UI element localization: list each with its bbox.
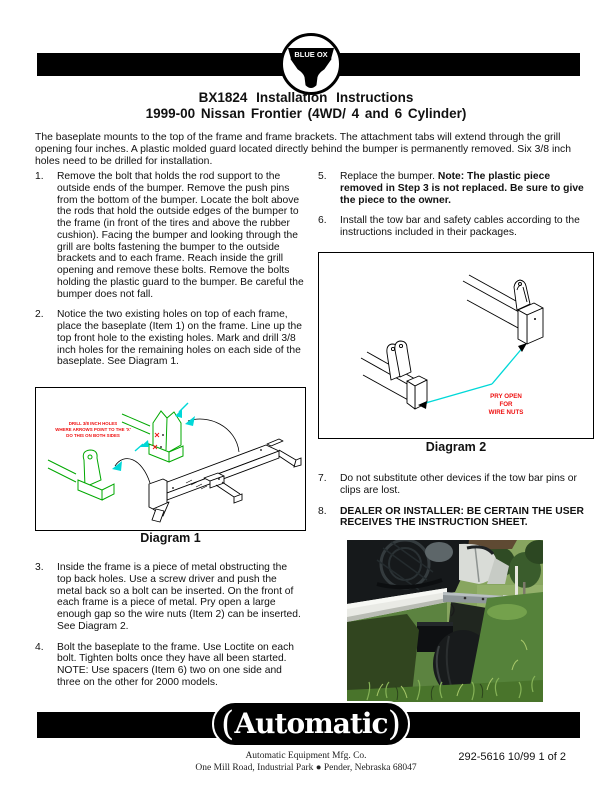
step-4-number: 4. [35, 641, 44, 653]
title-line1: BX1824 Installation Instructions [198, 90, 414, 105]
step-4-body: Bolt the baseplate to the frame. Use Loctite on each bolt. Tighten bolts once they have all been started. NOTE: Use spacers (Item 6) two on one side and three on the other for 2000 models. [57, 641, 294, 688]
step-4-text [57, 642, 304, 689]
step-6-body: Install the tow bar and safety cables according to the instructions included in their packages. [340, 215, 580, 238]
diagram-2-note-line2: FOR [499, 401, 513, 408]
company-name: Automatic Equipment Mfg. Co. [245, 751, 367, 761]
steps-3-4 [35, 562, 304, 698]
diagram-2-drawing [319, 253, 591, 436]
steps-1-2 [35, 171, 304, 377]
steps-7-8 [318, 473, 587, 538]
step-5-bold: Note: The plastic piece removed in Step 3 is not replaced. Be sure to give the piece to the owner. [340, 171, 584, 206]
diagram-2-note-line1: PRY OPEN [490, 393, 522, 400]
step-1-number: 1. [35, 171, 44, 182]
step-8-number: 8. [318, 505, 327, 517]
automatic-logo [212, 701, 410, 747]
step-7-number: 7. [318, 473, 327, 484]
blue-ox-logo-icon [280, 33, 342, 95]
photo-illustration [347, 540, 543, 702]
step-2 [35, 309, 304, 368]
steps-5-6 [318, 171, 587, 248]
diagram-1-figure [35, 387, 306, 531]
diagram-2-note-line3: WIRE NUTS [488, 409, 524, 416]
company-street: One Mill Road, Industrial Park ● Pender, Nebraska 68047 [195, 762, 417, 773]
step-1-body: Remove the bolt that holds the rod support to the outside ends of the bumper. Remove the push pins from the bottom of the bumper. Locate the bolt above the rods that hold the outside edges of the bumper to the frame (in front of the tires and above the rubber cushion). Facing the bumper and looking through the grill are bolts fastening the bumper to the outside brackets and to each frame. Reach inside the grill opening and remove these bolts. Remove the bolts holding the plastic guard to the bumper. Be careful the bumper does not fall. [57, 171, 304, 300]
document-number: 292-5616 10/99 1 of 2 [458, 751, 566, 763]
step-6-text [340, 215, 587, 239]
step-7-text [340, 473, 587, 497]
step-8-bold: DEALER OR INSTALLER: BE CERTAIN THE USER RECEIVES THE INSTRUCTION SHEET. [340, 505, 584, 529]
step-5-number: 5. [318, 171, 327, 182]
automatic-logo-text: Automatic [234, 707, 388, 740]
step-1 [35, 171, 304, 300]
title-line2: 1999-00 Nissan Frontier (4WD/ 4 and 6 Cylinder) [145, 106, 467, 121]
step-7 [318, 473, 587, 497]
step-1-text [57, 171, 304, 300]
diagram-1-note-line2: WHERE ARROWS POINT TO THE 'X' [55, 427, 131, 432]
blue-ox-brand-text: BLUE OX [294, 50, 328, 59]
step-3-body: Inside the frame is a piece of metal obstructing the top back holes. Use a screw driver and push the metal back so a bolt can be inserted. On the front of each frame is a piece of metal. Pry open a large enough gap so the wire nuts (Item 2) can be inserted. See Diagram 2. [57, 562, 301, 632]
step-5 [318, 171, 587, 206]
step-5-body: Replace the bumper. [340, 171, 438, 182]
diagram-1-note-line1: DRILL 3/8 INCH HOLES [68, 421, 118, 426]
diagram-2-caption: Diagram 2 [425, 440, 487, 454]
step-3-text [57, 562, 304, 633]
installed-baseplate-photo [347, 540, 543, 702]
step-6-number: 6. [318, 215, 327, 227]
step-5-text [340, 171, 587, 206]
step-8 [318, 506, 587, 530]
logo-paren-right: ) [387, 704, 401, 744]
step-3-number: 3. [35, 562, 44, 573]
diagram-1-caption: Diagram 1 [140, 531, 201, 545]
blue-ox-logo [280, 33, 342, 95]
logo-paren-left: ( [221, 704, 235, 744]
step-2-number: 2. [35, 309, 44, 321]
step-7-body: Do not substitute other devices if the tow bar pins or clips are lost. [340, 473, 577, 496]
step-6 [318, 215, 587, 239]
step-2-body: Notice the two existing holes on top of each frame, place the baseplate (Item 1) on the frame. Line up the top front hole to the existing holes. Mark and drill 3/8 inch holes for the remaining holes on each side of the baseplate. See Diagram 1. [57, 309, 302, 368]
diagram-1-note-line3: DO THIS ON BOTH SIDES [66, 433, 120, 438]
step-3 [35, 562, 304, 633]
step-2-text [57, 309, 304, 368]
step-4 [35, 642, 304, 689]
page-title [0, 90, 612, 122]
diagram-2-figure [318, 252, 594, 439]
diagram-1-drawing [36, 388, 303, 528]
step-8-text [340, 506, 587, 530]
intro-paragraph: The baseplate mounts to the top of the frame and frame brackets. The attachment tabs will extend through the grill opening four inches. A plastic molded guard located directly behind the bumper is permanently removed. Six 3/8 inch holes need to be drilled for installation. [35, 132, 572, 168]
